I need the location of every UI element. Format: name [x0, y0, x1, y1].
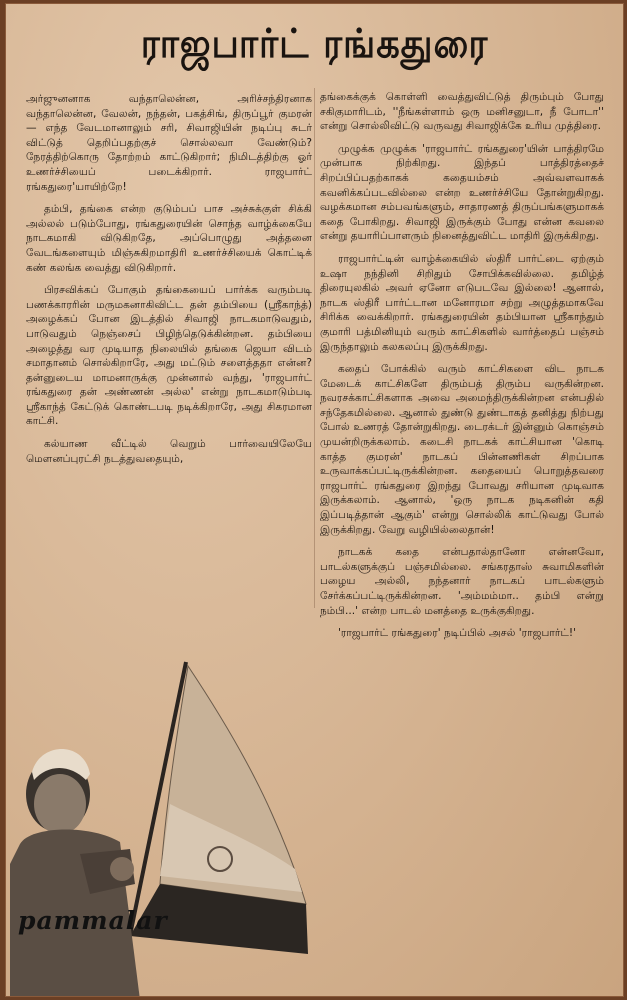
paragraph: தங்கைக்குக் கொள்ளி வைத்துவிட்டுத் திரும்பும் போது சகிகுமாரிடம், ''நீங்கள்ளாம் ஒரு மனிசனுடா, நீ போடா'' என்று சொல்லிவிட்டு வருவது சிவாஜிக்கே உரிய முத்திரை.: [320, 91, 604, 133]
paragraph: தம்பி, தங்கை என்ற குடும்பப் பாச அச்சுக்குள் சிக்கி அல்லல் படும்போது, ரங்கதுரையின் சொந்த வாழ்க்கையே நாடகமாகி விடுகிறதே, அப்பொழுது அத்தனை வேடங்களையும் மிஞ்சுகிறமாதிரி உணர்ச்சியைக் கொட்டிக் கண் கலங்க வைத்து விடுகிறார்.: [26, 203, 312, 274]
paragraph: அர்ஜுனனாக வந்தாலென்ன, அரிச்சந்திரனாக வந்தாலென்ன, வேலன், நந்தன், பகத்சிங், திருப்பூர் குமரன் — எந்த வேடமானாலும் சரி, சிவாஜியின் நடிப்பு சுடர் விட்டுத் தெறிப்பதற்குச் சொல்லவா வேண்டும்? நேரத்திற்கொரு தோற்றம் காட்டுகிறார்; நிமிடத்திற்கு ஓர் உணர்ச்சியைப் படைக்கிறார். ராஜபார்ட் ரங்கதுரை'யாயிற்றே!: [26, 93, 312, 193]
article-title: ராஜபார்ட் ரங்கதுரை: [140, 21, 489, 67]
paragraph: பிரசவிக்கப் போகும் தங்கையைப் பார்க்க வரும்படி பணக்காரரின் மருமகனாகிவிட்ட தன் தம்பியை (ஸ்ரீகாந்த்) அழைக்கப் போன இடத்தில் சிவாஜி நாடகமாடுவதும், பாடுவதும் நெஞ்சைப் பிழிந்தெடுக்கின்றன. தம்பியை அழைத்து வர முடியாத நிலையில் தங்கை ஜெயா விடம் சமாதானம் சொல்கிறாரே, அது மட்டும் சளைத்ததா என்ன? தன்னுடைய மாமனாருக்கு முன்னால் வந்து, 'ராஜபார்ட் ரங்கதுரை தன் அண்ணன் அல்ல' என்று நாடகமாடும்படி ஸ்ரீகாந்த் கேட்டுக் கொண்டபடி நடிக்கிறாரே, அது சிகரமான காட்சி.: [26, 284, 312, 428]
watermark-signature: pammalar: [18, 906, 168, 935]
paragraph: கல்யாண வீட்டில் வெறும் பார்வையிலேயே மௌனப்புரட்சி நடத்துவதையும்,: [26, 438, 312, 465]
paragraph: கதைப் போக்கில் வரும் காட்சிகளை விட நாடக மேடைக் காட்சிகளே திரும்பத் திரும்ப வருகின்றன. நவரசக்காட்சிகளாக அவை அமைந்திருக்கின்றன என்பதில் சந்தேகமில்லை. ஆனால் துண்டு துண்டாகத் தனித்து நிற்பது போல் உணரத் தோன்றுகிறது. டைரக்டர் இன்னும் கொஞ்சம் முயன்றிருக்கலாம். கடைசி நாடகக் காட்சியான 'கொடி காத்த குமரன்' நாடகப் பின்னணிகள் சிறப்பாக உருவாக்கப்பட்டிருக்கின்றன. கதையைப் பொறுத்தவரை ராஜபார்ட் ரங்கதுரை இறந்து போவது சரியான முடிவாக இருக்கலாம். ஆனால், 'ஒரு நாடக நடிகனின் கதி இப்படித்தான் ஆகும்' என்று சொல்லிக் காட்டுவது போல் இருக்கிறது. வேறு வழியில்லைதான்!: [320, 363, 604, 536]
actor-with-flag-photo: [10, 654, 310, 996]
newspaper-clipping: [6, 4, 623, 996]
actor-figure: [10, 749, 140, 996]
left-column: [26, 92, 312, 474]
right-column: [320, 90, 604, 649]
paragraph: ராஜபார்ட்டின் வாழ்க்கையில் ஸ்திரீ பார்ட்டை ஏற்கும் உஷா நந்தினி சிறிதும் சோபிக்கவில்லை. தமிழ்த் திரையுலகில் அவர் ஏனோ எடுபடவே இல்லை! ஆனால், நாடக ஸ்திரீ பார்ட்டான மனோரமா சற்று அழுத்தமாகவே சிரிக்க வைக்கிறார். ரங்கதுரையின் தம்பியான ஸ்ரீகாந்தும் குமாரி பத்மினியும் வரும் காட்சிகளில் வார்த்தைப் பஞ்சம் இருந்தாலும் கலகலப்பு இருக்கிறது.: [320, 252, 604, 353]
paragraph: முழுக்க முழுக்க 'ராஜபார்ட் ரங்கதுரை'யின் பாத்திரமே முன்பாக நிற்கிறது. இந்தப் பாத்திரத்தைச் சிறப்பிப்பதற்காகக் கதையம்சம் அவ்வளவாகக் கவனிக்கப்படவில்லை என்ற உணர்ச்சியே தோன்றுகிறது. வழக்கமான சம்பவங்களும், சாதாரணத் திருப்பங்களுமாகக் கதை போகிறது. சிவாஜி இருக்கும் போது என்ன கவலை என்று தயாரிப்பாளரும் நினைத்துவிட்ட மாதிரி இருக்கிறது.: [320, 142, 604, 243]
closing-line: 'ராஜபார்ட் ரங்கதுரை' நடிப்பில் அசல் 'ராஜபார்ட்!': [338, 627, 577, 640]
column-divider: [314, 88, 315, 608]
paragraph: நாடகக் கதை என்பதால்தானோ என்னவோ, பாடல்களுக்குப் பஞ்சமில்லை. சங்கரதாஸ் சுவாமிகளின் பழைய அல்லி, நந்தனார் நாடகப் பாடல்களும் சேர்க்கப்பட்டிருக்கின்றன. 'அம்மம்மா.. தம்பி என்று நம்பி...' என்ற பாடல் மனத்தை உருக்குகிறது.: [320, 546, 604, 617]
